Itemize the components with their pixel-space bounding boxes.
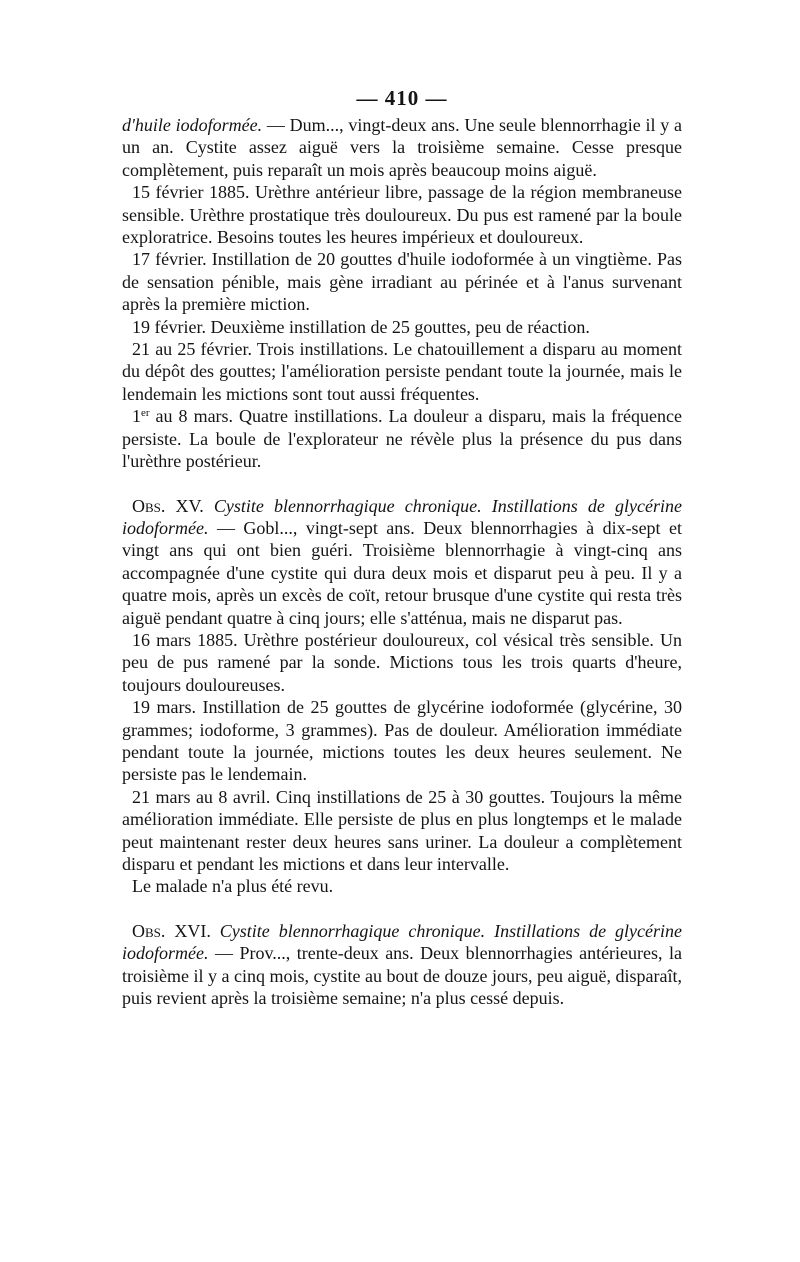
- text-segment: 1: [132, 406, 141, 427]
- paragraph-p8: [122, 629, 682, 696]
- text-segment: 19 février. Deuxième instillation de 25 gouttes, peu de réaction.: [132, 316, 590, 337]
- text-segment: au 8 mars. Quatre instillations. La douleur a disparu, mais la fréquence persiste. La boule de l'explorateur ne révèle plus la présence du pus dans l'urèthre postérieur.: [122, 406, 682, 472]
- text-segment: er: [141, 407, 150, 420]
- text-segment: [211, 921, 220, 941]
- text-segment: — Gobl..., vingt-sept ans. Deux blennorrhagies à dix-sept et vingt ans qui ont bien guéri. Troisième blennorrhagie à vingt-cinq ans accompagnée d'une cystite qui dura deux mois et disparut peu à peu. Il y a quatre mois, après un excès de coït, retour brusque d'une cystite qui resta très aiguë pendant quatre à cinq jours; elle s'atténua, mais ne disparut pas.: [122, 517, 682, 628]
- page-number: — 410 —: [356, 86, 448, 110]
- paragraph-p12: [122, 920, 682, 1010]
- paragraph-p11: [122, 875, 682, 897]
- text-segment: 21 mars au 8 avril. Cinq instillations de 25 à 30 gouttes. Toujours la même amélioration immédiate. Elle persiste de plus en plus longtemps et le malade peut maintenant rester deux heures sans uriner. La douleur a complètement disparu et pendant les mictions et dans leur intervalle.: [122, 786, 682, 874]
- text-segment: — Prov..., trente-deux ans. Deux blennorrhagies antérieures, la troisième il y a cinq mois, cystite au bout de douze jours, peu aiguë, disparaît, puis revient après la troisième semaine; n'a plus cessé depuis.: [122, 943, 682, 1009]
- paragraph-p5: [122, 338, 682, 405]
- paragraph-p9: [122, 696, 682, 786]
- text-segment: — Dum..., vingt-deux ans. Une seule blennorrhagie il y a un an. Cystite assez aiguë vers la troisième semaine. Cesse presque complètement, puis reparaît un mois après beaucoup moins aiguë.: [122, 115, 682, 180]
- text-body: [122, 114, 682, 1009]
- text-segment: Le malade n'a plus été revu.: [132, 876, 334, 897]
- paragraph-p2: [122, 181, 682, 248]
- paragraph-p3: [122, 248, 682, 315]
- text-segment: 17 février. Instillation de 20 gouttes d'huile iodoformée à un vingtième. Pas de sensation pénible, mais gène irradiant au périnée et à l'anus survenant après la première miction.: [122, 249, 682, 315]
- paragraph-p10: [122, 786, 682, 876]
- text-segment: 15 février 1885. Urèthre antérieur libre, passage de la région membraneuse sensible. Urèthre prostatique très douloureux. Du pus est ramené par la boule exploratrice. Besoins toutes les heures impérieux et douloureux.: [122, 182, 682, 248]
- paragraph-p1: [122, 114, 682, 181]
- paragraph-p6: [122, 405, 682, 472]
- paragraph-p4: [122, 316, 682, 338]
- text-segment: Cystite blennorrhagique chronique. Instillations de glycérine iodoformée.: [122, 920, 682, 964]
- text-segment: [204, 496, 214, 516]
- text-segment: 19 mars. Instillation de 25 gouttes de glycérine iodoformée (glycérine, 30 grammes; iodoforme, 3 grammes). Pas de douleur. Amélioration immédiate pendant toute la journée, mictions toutes les deux heures seulement. Ne persiste pas le lendemain.: [122, 697, 682, 785]
- text-segment: d'huile iodoformée.: [122, 115, 263, 135]
- paragraph-p7: [122, 495, 682, 629]
- text-segment: Cystite blennorrhagique chronique. Instillations de glycérine iodoformée.: [122, 495, 682, 538]
- text-segment: Obs. XV.: [132, 495, 204, 516]
- text-segment: 21 au 25 février. Trois instillations. Le chatouillement a disparu au moment du dépôt des gouttes; l'amélioration persiste pendant toute la journée, mais le lendemain les mictions sont tout aussi fréquentes.: [122, 339, 682, 404]
- text-segment: Obs. XVI.: [132, 920, 211, 941]
- text-segment: 16 mars 1885. Urèthre postérieur douloureux, col vésical très sensible. Un peu de pus ramené par la sonde. Mictions tous les trois quarts d'heure, toujours douloureuses.: [122, 629, 682, 695]
